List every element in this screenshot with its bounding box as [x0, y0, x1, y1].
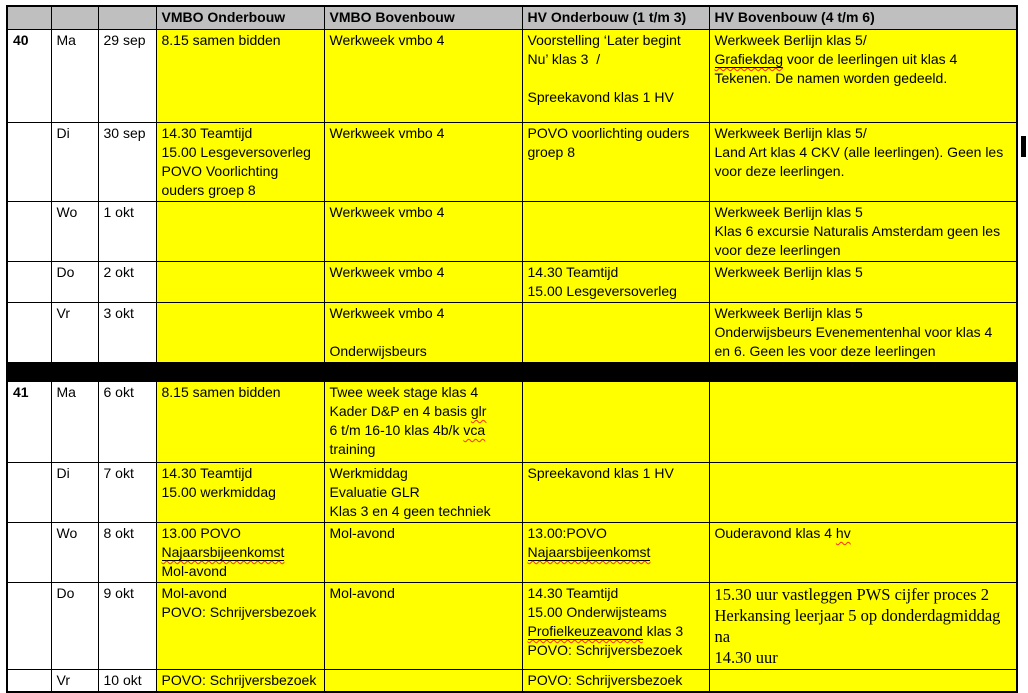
- column-header-hv-bovenbouw[interactable]: HV Bovenbouw (4 t/m 6): [709, 6, 1017, 30]
- cell-week[interactable]: [7, 123, 51, 202]
- misspelled-word: Grafiekdag: [714, 51, 783, 67]
- cell-text-line: [330, 304, 517, 323]
- cell-vmbo-bovenbouw[interactable]: [324, 382, 522, 463]
- text-segment: 15.00 Onderwijsteams: [527, 604, 667, 620]
- cell-text-line: [330, 402, 517, 421]
- cell-text-line: [162, 162, 319, 181]
- cell-text-line: [715, 162, 1012, 181]
- cell-text-line: [330, 31, 517, 50]
- table-row: [7, 382, 1017, 463]
- table-row: [7, 463, 1017, 523]
- cell-text-line: [528, 622, 704, 641]
- cell-date[interactable]: 3 okt: [98, 303, 156, 363]
- misspelled-word: glr: [470, 403, 487, 419]
- cell-date[interactable]: 29 sep: [98, 30, 156, 123]
- text-segment: 15.00 Lesgeversoverleg: [161, 144, 311, 160]
- text-segment: POVO: Schrijversbezoek: [527, 672, 683, 688]
- cell-day[interactable]: Di: [51, 123, 98, 202]
- header-row: [7, 6, 1017, 30]
- text-segment: Klas 6 excursie Naturalis Amsterdam geen les: [714, 223, 1001, 239]
- text-segment: Werkmiddag: [329, 465, 408, 481]
- cell-text-line: [528, 671, 704, 690]
- cell-text-line: [715, 222, 1012, 241]
- cell-text-line: [162, 671, 319, 690]
- cell-hv-onderbouw[interactable]: [522, 262, 709, 303]
- text-segment: POVO: Schrijversbezoek: [161, 672, 317, 688]
- cell-text-line: [715, 584, 1012, 605]
- cell-day[interactable]: Vr: [51, 303, 98, 363]
- text-segment: 13.00:POVO: [527, 525, 607, 541]
- text-segment: Kader D&P en 4 basis: [329, 403, 471, 419]
- column-header-blank-1[interactable]: [51, 6, 98, 30]
- text-segment: Klas 3 en 4 geen techniek: [329, 503, 491, 519]
- cell-hv-onderbouw[interactable]: [522, 463, 709, 523]
- cell-text-line: [330, 502, 517, 521]
- cell-date[interactable]: 2 okt: [98, 262, 156, 303]
- text-segment: Mol-avond: [329, 525, 395, 541]
- table-row: [7, 30, 1017, 123]
- cell-date[interactable]: 9 okt: [98, 583, 156, 670]
- text-segment: Evaluatie GLR: [329, 484, 420, 500]
- text-segment: 15.00 werkmiddag: [161, 484, 276, 500]
- cell-text-line: [528, 524, 704, 543]
- cell-text-line: [330, 464, 517, 483]
- text-segment: Nu’ klas 3 /: [527, 51, 601, 67]
- column-header-vmbo-bovenbouw[interactable]: VMBO Bovenbouw: [324, 6, 522, 30]
- text-segment: Werkweek vmbo 4: [329, 125, 445, 141]
- text-segment: 15.00 Lesgeversoverleg: [527, 283, 677, 299]
- cell-hv-onderbouw[interactable]: [522, 382, 709, 463]
- cell-day[interactable]: Ma: [51, 382, 98, 463]
- cell-vmbo-onderbouw[interactable]: [156, 30, 324, 123]
- cell-text-line: [162, 483, 319, 502]
- text-segment: klas 3: [642, 623, 684, 639]
- text-segment: 14.30 Teamtijd: [161, 125, 253, 141]
- table-row: [7, 202, 1017, 262]
- cell-text-line: [330, 323, 517, 342]
- text-cursor-mark: [1021, 136, 1026, 157]
- text-segment: Werkweek vmbo 4: [329, 32, 445, 48]
- text-segment: Werkweek Berlijn klas 5: [714, 264, 863, 280]
- cell-date[interactable]: 1 okt: [98, 202, 156, 262]
- cell-text-line: [528, 282, 704, 301]
- text-segment: Spreekavond klas 1 HV: [527, 465, 674, 481]
- column-header-hv-onderbouw[interactable]: HV Onderbouw (1 t/m 3): [522, 6, 709, 30]
- cell-text-line: [162, 543, 319, 562]
- cell-text-line: [715, 647, 1012, 668]
- cell-text-line: [330, 263, 517, 282]
- cell-text-line: [528, 584, 704, 603]
- cell-day[interactable]: Ma: [51, 30, 98, 123]
- table-row: [7, 523, 1017, 583]
- text-segment: Mol-avond: [329, 585, 395, 601]
- cell-text-line: [528, 263, 704, 282]
- text-segment: POVO: Schrijversbezoek: [527, 642, 683, 658]
- text-segment: 6 t/m 16-10 klas 4b/k: [329, 422, 464, 438]
- cell-text-line: [162, 562, 319, 581]
- text-segment: 8.15 samen bidden: [161, 384, 281, 400]
- table-row: [7, 303, 1017, 363]
- cell-hv-bovenbouw[interactable]: [709, 523, 1017, 583]
- cell-text-line: [715, 69, 1012, 88]
- misspelled-word: Profielkeuzeavond: [527, 623, 643, 639]
- cell-text-line: [162, 124, 319, 143]
- text-segment: Werkweek vmbo 4: [329, 305, 445, 321]
- cell-text-line: [715, 323, 1012, 342]
- cell-vmbo-onderbouw[interactable]: [156, 463, 324, 523]
- cell-hv-bovenbouw[interactable]: [709, 202, 1017, 262]
- text-segment: Mol-avond: [161, 563, 227, 579]
- cell-week[interactable]: [7, 262, 51, 303]
- text-segment: Werkweek Berlijn klas 5: [714, 305, 863, 321]
- cell-date[interactable]: 8 okt: [98, 523, 156, 583]
- cell-date[interactable]: 7 okt: [98, 463, 156, 523]
- text-segment: Werkweek vmbo 4: [329, 204, 445, 220]
- cell-text-line: [330, 483, 517, 502]
- cell-hv-bovenbouw[interactable]: [709, 262, 1017, 303]
- cell-vmbo-onderbouw[interactable]: [156, 262, 324, 303]
- text-segment: ouders groep 8: [161, 182, 256, 198]
- column-header-vmbo-onderbouw[interactable]: VMBO Onderbouw: [156, 6, 324, 30]
- cell-hv-bovenbouw[interactable]: [709, 30, 1017, 123]
- table-row: [7, 583, 1017, 670]
- misspelled-word: hv: [835, 525, 851, 541]
- cell-text-line: [528, 464, 704, 483]
- cell-week[interactable]: [7, 303, 51, 363]
- text-segment: Onderwijsbeurs: [329, 343, 427, 359]
- text-segment: Herkansing leerjaar 5 op donderdagmiddag na: [714, 606, 1005, 646]
- cell-hv-onderbouw[interactable]: [522, 30, 709, 123]
- cell-text-line: [330, 203, 517, 222]
- week-divider: [7, 363, 1017, 382]
- misspelled-word: Najaarsbijeenkomst: [527, 544, 651, 560]
- cell-hv-bovenbouw[interactable]: [709, 670, 1017, 693]
- cell-week[interactable]: [7, 583, 51, 670]
- cell-text-line: [162, 181, 319, 200]
- cell-text-line: [528, 50, 704, 69]
- cell-hv-onderbouw[interactable]: [522, 303, 709, 363]
- cell-text-line: [528, 641, 704, 660]
- cell-vmbo-bovenbouw[interactable]: [324, 463, 522, 523]
- text-segment: Werkweek Berlijn klas 5: [714, 204, 863, 220]
- cell-text-line: [162, 524, 319, 543]
- misspelled-word: Najaarsbijeenkomst: [161, 544, 285, 560]
- cell-text-line: [715, 203, 1012, 222]
- table-row: [7, 670, 1017, 693]
- cell-date[interactable]: 10 okt: [98, 670, 156, 693]
- cell-text-line: [330, 383, 517, 402]
- text-segment: Ouderavond klas 4: [714, 525, 836, 541]
- cell-vmbo-bovenbouw[interactable]: [324, 123, 522, 202]
- text-segment: Spreekavond klas 1 HV: [527, 89, 674, 105]
- text-segment: Tekenen. De namen worden gedeeld.: [714, 70, 948, 86]
- cell-day[interactable]: Do: [51, 583, 98, 670]
- table-row: [7, 262, 1017, 303]
- text-segment: Mol-avond: [161, 585, 227, 601]
- cell-text-line: [715, 143, 1012, 162]
- cell-text-line: [330, 584, 517, 603]
- cell-week[interactable]: [7, 523, 51, 583]
- cell-text-line: [528, 543, 704, 562]
- text-segment: Werkweek Berlijn klas 5/: [714, 125, 867, 141]
- cell-hv-onderbouw[interactable]: [522, 202, 709, 262]
- cell-vmbo-onderbouw[interactable]: [156, 670, 324, 693]
- text-segment: Land Art klas 4 CKV (alle leerlingen). Geen les: [714, 144, 1004, 160]
- text-segment: en 6. Geen les voor deze leerlingen: [714, 343, 936, 359]
- cell-vmbo-bovenbouw[interactable]: [324, 523, 522, 583]
- cell-text-line: [715, 304, 1012, 323]
- cell-text-line: [162, 584, 319, 603]
- cell-vmbo-onderbouw[interactable]: [156, 202, 324, 262]
- cell-text-line: [528, 31, 704, 50]
- cell-vmbo-bovenbouw[interactable]: [324, 670, 522, 693]
- column-header-blank-2[interactable]: [98, 6, 156, 30]
- text-segment: 15.30 uur vastleggen PWS cijfer proces 2: [714, 585, 989, 604]
- cell-hv-onderbouw[interactable]: [522, 123, 709, 202]
- cell-text-line: [162, 31, 319, 50]
- cell-date[interactable]: 30 sep: [98, 123, 156, 202]
- cell-text-line: [715, 342, 1012, 361]
- cell-text-line: [162, 143, 319, 162]
- text-segment: groep 8: [527, 144, 575, 160]
- cell-text-line: [715, 241, 1012, 260]
- cell-day[interactable]: Vr: [51, 670, 98, 693]
- cell-week[interactable]: 40: [7, 30, 51, 123]
- cell-vmbo-onderbouw[interactable]: [156, 382, 324, 463]
- cell-text-line: [715, 263, 1012, 282]
- cell-vmbo-bovenbouw[interactable]: [324, 30, 522, 123]
- cell-date[interactable]: 6 okt: [98, 382, 156, 463]
- text-segment: Twee week stage klas 4: [329, 384, 479, 400]
- text-segment: Onderwijsbeurs Evenementenhal voor klas 4: [714, 324, 993, 340]
- misspelled-word: vca: [463, 422, 486, 438]
- text-segment: 14.30 uur: [714, 648, 778, 667]
- cell-hv-bovenbouw[interactable]: [709, 463, 1017, 523]
- cell-week[interactable]: [7, 463, 51, 523]
- cell-vmbo-onderbouw[interactable]: [156, 523, 324, 583]
- cell-text-line: [330, 524, 517, 543]
- cell-hv-bovenbouw[interactable]: [709, 382, 1017, 463]
- cell-hv-onderbouw[interactable]: [522, 583, 709, 670]
- cell-text-line: [715, 50, 1012, 69]
- cell-hv-bovenbouw[interactable]: [709, 123, 1017, 202]
- cell-text-line: [330, 421, 517, 440]
- cell-hv-onderbouw[interactable]: [522, 523, 709, 583]
- cell-hv-bovenbouw[interactable]: [709, 583, 1017, 670]
- week-divider-row: [7, 363, 1017, 382]
- cell-day[interactable]: Do: [51, 262, 98, 303]
- cell-text-line: [528, 603, 704, 622]
- cell-text-line: [330, 440, 517, 459]
- text-segment: 14.30 Teamtijd: [527, 264, 619, 280]
- cell-vmbo-onderbouw[interactable]: [156, 583, 324, 670]
- cell-text-line: [528, 69, 704, 88]
- text-segment: Voorstelling ‘Later begint: [527, 32, 681, 48]
- text-segment: voor deze leerlingen.: [714, 163, 845, 179]
- cell-text-line: [528, 143, 704, 162]
- cell-text-line: [162, 464, 319, 483]
- cell-text-line: [162, 603, 319, 622]
- cell-text-line: [162, 383, 319, 402]
- cell-text-line: [528, 124, 704, 143]
- schedule-table: [6, 5, 1018, 693]
- text-segment: voor de leerlingen uit klas 4: [782, 51, 958, 67]
- text-segment: POVO voorlichting ouders: [527, 125, 690, 141]
- cell-text-line: [528, 88, 704, 107]
- cell-day[interactable]: Wo: [51, 523, 98, 583]
- table-row: [7, 123, 1017, 202]
- text-segment: 14.30 Teamtijd: [527, 585, 619, 601]
- cell-text-line: [715, 31, 1012, 50]
- text-segment: Werkweek Berlijn klas 5/: [714, 32, 867, 48]
- cell-text-line: [330, 124, 517, 143]
- cell-vmbo-onderbouw[interactable]: [156, 123, 324, 202]
- cell-text-line: [715, 124, 1012, 143]
- cell-day[interactable]: Wo: [51, 202, 98, 262]
- cell-vmbo-bovenbouw[interactable]: [324, 262, 522, 303]
- cell-week[interactable]: 41: [7, 382, 51, 463]
- column-header-blank-0[interactable]: [7, 6, 51, 30]
- cell-hv-onderbouw[interactable]: [522, 670, 709, 693]
- cell-hv-bovenbouw[interactable]: [709, 303, 1017, 363]
- cell-week[interactable]: [7, 670, 51, 693]
- text-segment: 8.15 samen bidden: [161, 32, 281, 48]
- cell-day[interactable]: Di: [51, 463, 98, 523]
- text-segment: voor deze leerlingen: [714, 242, 841, 258]
- text-segment: POVO: Schrijversbezoek: [161, 604, 317, 620]
- cell-vmbo-bovenbouw[interactable]: [324, 303, 522, 363]
- text-segment: 14.30 Teamtijd: [161, 465, 253, 481]
- text-segment: Werkweek vmbo 4: [329, 264, 445, 280]
- cell-vmbo-bovenbouw[interactable]: [324, 202, 522, 262]
- cell-week[interactable]: [7, 202, 51, 262]
- cell-text-line: [715, 605, 1012, 647]
- cell-text-line: [715, 524, 1012, 543]
- cell-vmbo-onderbouw[interactable]: [156, 303, 324, 363]
- cell-vmbo-bovenbouw[interactable]: [324, 583, 522, 670]
- text-segment: 13.00 POVO: [161, 525, 241, 541]
- cell-text-line: [330, 342, 517, 361]
- text-segment: training: [329, 441, 376, 457]
- text-segment: POVO Voorlichting: [161, 163, 279, 179]
